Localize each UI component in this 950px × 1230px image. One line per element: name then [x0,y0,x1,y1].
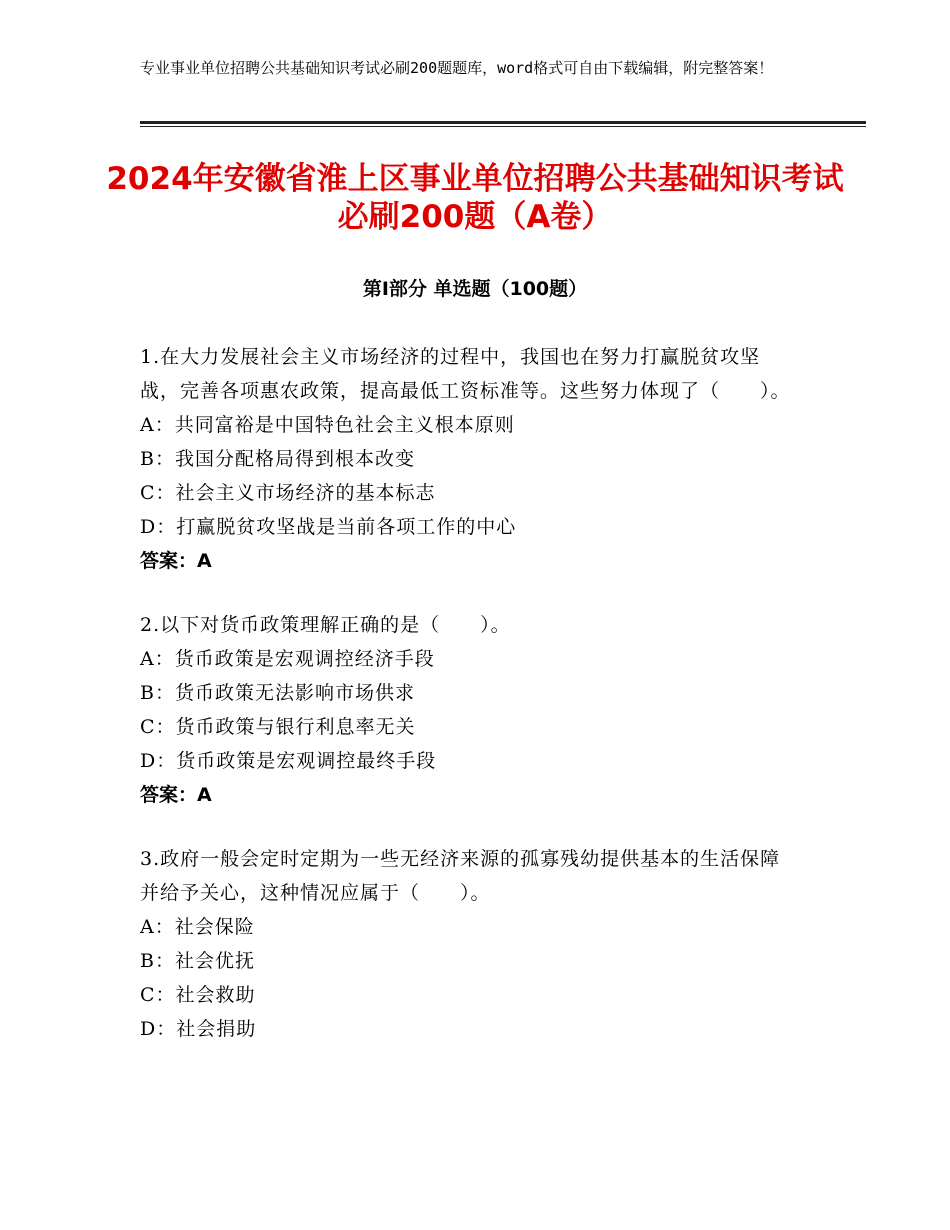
question-3 [140,842,800,1046]
question-stem: 2.以下对货币政策理解正确的是（ ）。 [140,614,511,636]
header-divider-thin [140,126,866,127]
answer: 答案：A [140,550,212,572]
question-2 [140,608,800,812]
document-title: 2024年安徽省淮上区事业单位招聘公共基础知识考试必刷200题（A卷） [106,161,844,235]
option-a: A：社会保险 [140,916,255,938]
option-c: C：社会主义市场经济的基本标志 [140,482,436,504]
header-note: 专业事业单位招聘公共基础知识考试必刷200题题库，word格式可自由下载编辑，附完整答案！ [140,59,774,77]
question-list [140,340,800,1076]
answer: 答案：A [140,784,212,806]
header-divider-thick [140,121,866,124]
option-c: C：社会救助 [140,984,256,1006]
option-d: D：货币政策是宏观调控最终手段 [140,750,437,772]
option-d: D：打赢脱贫攻坚战是当前各项工作的中心 [140,516,517,538]
option-a: A：共同富裕是中国特色社会主义根本原则 [140,414,515,436]
option-b: B：我国分配格局得到根本改变 [140,448,415,470]
option-d: D：社会捐助 [140,1018,257,1040]
question-stem: 1.在大力发展社会主义市场经济的过程中，我国也在努力打赢脱贫攻坚战，完善各项惠农政策，提高最低工资标准等。这些努力体现了（ ）。 [140,346,791,402]
option-a: A：货币政策是宏观调控经济手段 [140,648,435,670]
option-b: B：货币政策无法影响市场供求 [140,682,415,704]
option-b: B：社会优抚 [140,950,255,972]
question-stem: 3.政府一般会定时定期为一些无经济来源的孤寡残幼提供基本的生活保障并给予关心，这种情况应属于（ ）。 [140,848,781,904]
question-1 [140,340,800,578]
option-c: C：货币政策与银行利息率无关 [140,716,416,738]
section-heading: 第Ⅰ部分 单选题（100题） [362,278,588,300]
